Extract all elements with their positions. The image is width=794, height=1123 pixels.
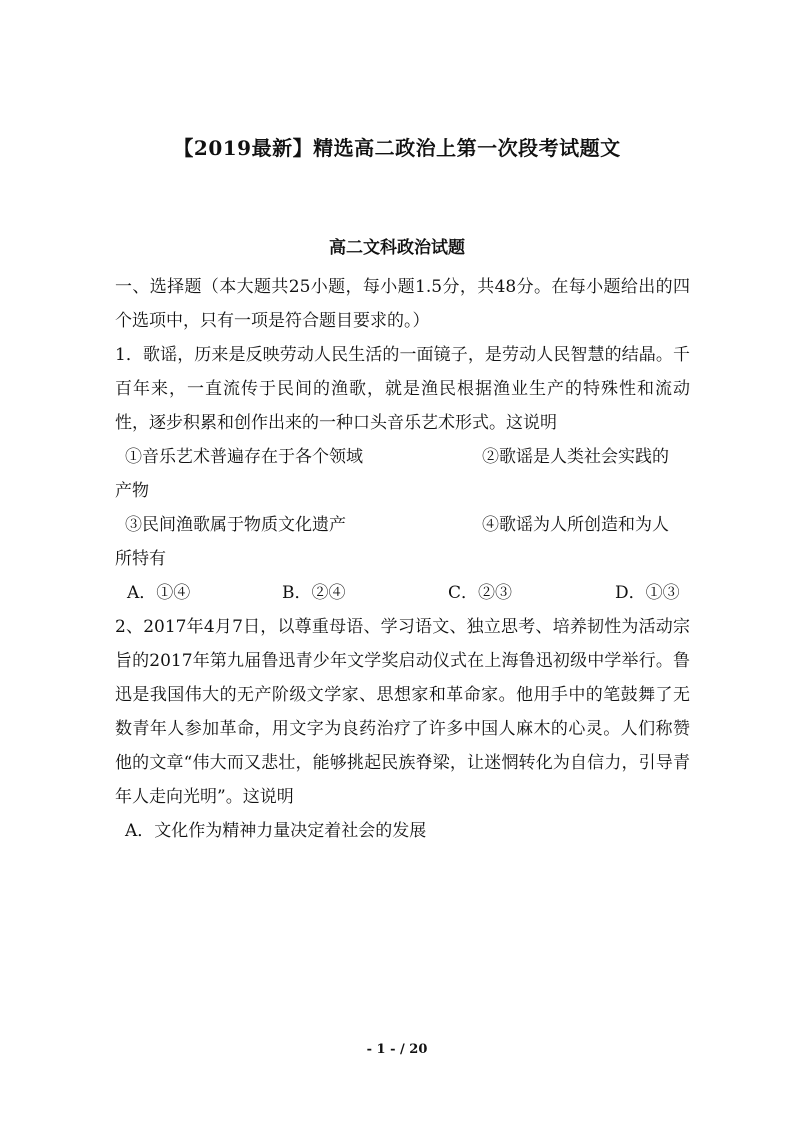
question-1-choice-b: B．②④ — [282, 583, 346, 603]
section-instructions: 一、选择题（本大题共25小题，每小题1.5分，共48分。在每小题给出的四个选项中，只有一项是符合题目要求的。） — [115, 277, 690, 331]
question-1-option-1: ①音乐艺术普遍存在于各个领域 — [125, 447, 363, 467]
question-1-option-2: ②歌谣是人类社会实践的 — [482, 447, 669, 467]
document-body — [115, 270, 690, 848]
exam-title: 高二文科政治试题 — [329, 238, 465, 258]
question-1-option-3: ③民间渔歌属于物质文化遗产 — [125, 515, 346, 535]
question-1-stem: 1．歌谣，历来是反映劳动人民生活的一面镜子，是劳动人民智慧的结晶。千百年来，一直流传于民间的渔歌，就是渔民根据渔业生产的特殊性和流动性，逐步积累和创作出来的一种口头音乐艺术形式。这说明 — [115, 345, 690, 433]
page-indicator: - 1 - / 20 — [366, 1042, 428, 1057]
question-1-options-row-2 — [115, 508, 690, 542]
question-1-option-2-continued: 产物 — [115, 481, 149, 501]
document-title: 【2019最新】精选高二政治上第一次段考试题文 — [173, 136, 621, 160]
question-1-option-4: ④歌谣为人所创造和为人 — [482, 515, 669, 535]
question-1-choice-d: D．①③ — [615, 583, 680, 603]
question-1-options-row-1 — [115, 440, 690, 474]
question-1-option-4-continued: 所特有 — [115, 549, 166, 569]
question-1-choice-c: C．②③ — [448, 583, 513, 603]
question-1-answer-choices — [115, 576, 690, 610]
question-2-choice-a: A．文化作为精神力量决定着社会的发展 — [125, 821, 427, 841]
question-1-choice-a: A．①④ — [127, 583, 191, 603]
question-2-stem: 2、2017年4月7日，以尊重母语、学习语文、独立思考、培养韧性为活动宗旨的2017年第九届鲁迅青少年文学奖启动仪式在上海鲁迅初级中学举行。鲁迅是我国伟大的无产阶级文学家、思想家和革命家。他用手中的笔鼓舞了无数青年人参加革命，用文字为良药治疗了许多中国人麻木的心灵。人们称赞他的文章“伟大而又悲壮，能够挑起民族脊梁，让迷惘转化为自信力，引导青年人走向光明”。这说明 — [115, 617, 690, 807]
